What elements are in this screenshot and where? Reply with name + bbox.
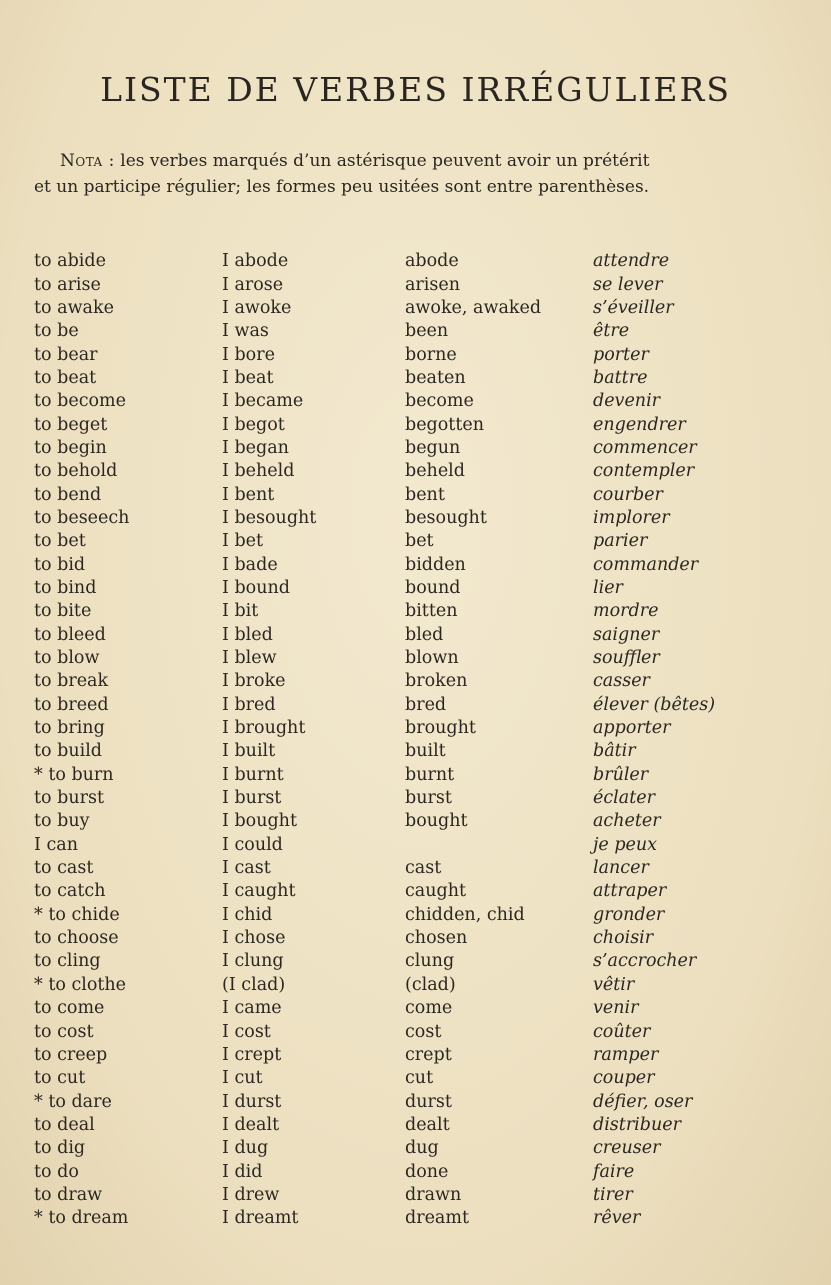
verb-infinitive: I can (34, 834, 78, 855)
verb-participle: been (405, 321, 449, 342)
verb-translation: gronder (593, 904, 665, 925)
verb-participle: bought (405, 811, 468, 832)
verb-infinitive: to deal (34, 1114, 95, 1135)
verb-infinitive: * to burn (34, 764, 114, 785)
verb-participle: cut (405, 1068, 434, 1089)
verb-translation: s’éveiller (593, 297, 674, 318)
verb-translation: je peux (593, 834, 658, 855)
verb-row (34, 273, 804, 296)
verb-preterite: I brought (222, 718, 306, 739)
verb-translation: vêtir (593, 974, 635, 995)
verb-participle: brought (405, 718, 476, 739)
verb-preterite: I bred (222, 694, 276, 715)
verb-translation: lancer (593, 858, 649, 879)
verb-translation: ramper (593, 1044, 659, 1065)
verb-translation: attraper (593, 881, 667, 902)
verb-participle: chidden, chid (405, 904, 525, 925)
verb-translation: casser (593, 671, 650, 692)
verb-row (34, 647, 804, 670)
verb-preterite: I chose (222, 928, 286, 949)
verb-preterite: I besought (222, 507, 317, 528)
verb-translation: souffler (593, 648, 660, 669)
verb-translation: lier (593, 577, 623, 598)
verb-row (34, 600, 804, 623)
verb-participle: cost (405, 1021, 442, 1042)
verb-infinitive: to bet (34, 531, 86, 552)
verb-participle: beaten (405, 367, 466, 388)
verb-preterite: I dealt (222, 1114, 280, 1135)
verb-translation: battre (593, 367, 648, 388)
verb-participle: drawn (405, 1184, 462, 1205)
verb-infinitive: to cling (34, 951, 101, 972)
verb-participle: built (405, 741, 446, 762)
verb-participle: (clad) (405, 974, 456, 995)
verb-participle: broken (405, 671, 468, 692)
verb-infinitive: to cast (34, 858, 94, 879)
verb-infinitive: to draw (34, 1184, 103, 1205)
verb-translation: devenir (593, 391, 661, 412)
verb-preterite: I became (222, 391, 304, 412)
verb-translation: attendre (593, 251, 670, 272)
verb-participle: begotten (405, 414, 484, 435)
verb-row (34, 1114, 804, 1137)
verb-infinitive: * to clothe (34, 974, 127, 995)
verb-preterite: I beheld (222, 461, 295, 482)
verb-participle: crept (405, 1044, 452, 1065)
verb-preterite: I chid (222, 904, 273, 925)
verb-participle (405, 834, 593, 857)
verb-row (34, 343, 804, 366)
verb-translation: porter (593, 344, 649, 365)
verb-translation: être (593, 321, 630, 342)
verb-preterite: I bit (222, 601, 259, 622)
verb-infinitive: to beget (34, 414, 108, 435)
verb-preterite: I built (222, 741, 276, 762)
verb-participle: durst (405, 1091, 452, 1112)
verb-preterite: I broke (222, 671, 286, 692)
verb-infinitive: to beseech (34, 507, 130, 528)
verb-infinitive: to blow (34, 648, 100, 669)
verb-infinitive: to abide (34, 251, 106, 272)
verb-infinitive: to behold (34, 461, 118, 482)
verb-infinitive: to burst (34, 788, 104, 809)
verb-translation: saigner (593, 624, 660, 645)
verb-preterite: I bound (222, 577, 290, 598)
nota-line-2: et un participe régulier; les formes peu usitées sont entre parenthèses. (34, 177, 650, 197)
verb-row (34, 1184, 804, 1207)
verb-translation: faire (593, 1161, 635, 1182)
verb-preterite: I bore (222, 344, 275, 365)
verb-preterite: I cut (222, 1068, 263, 1089)
verb-row (34, 927, 804, 950)
verb-translation: venir (593, 998, 639, 1019)
verb-infinitive: to buy (34, 811, 90, 832)
verb-row (34, 950, 804, 973)
verb-row (34, 390, 804, 413)
verb-preterite: I drew (222, 1184, 280, 1205)
verb-table-body (34, 250, 804, 1230)
verb-preterite: I could (222, 834, 283, 855)
verb-participle: beheld (405, 461, 465, 482)
nota-line-1 (34, 148, 794, 174)
verb-participle: blown (405, 648, 459, 669)
verb-preterite: I blew (222, 648, 277, 669)
verb-participle: bet (405, 531, 434, 552)
verb-row (34, 764, 804, 787)
verb-preterite: I bled (222, 624, 273, 645)
verb-row (34, 904, 804, 927)
verb-infinitive: * to dare (34, 1091, 112, 1112)
verb-participle: bred (405, 694, 447, 715)
verb-participle: bled (405, 624, 444, 645)
verb-row (34, 507, 804, 530)
verb-table (34, 250, 804, 1230)
verb-participle: dug (405, 1138, 439, 1159)
verb-participle: begun (405, 437, 461, 458)
verb-preterite: I cost (222, 1021, 271, 1042)
verb-translation: brûler (593, 764, 649, 785)
verb-participle: abode (405, 251, 459, 272)
verb-infinitive: to cost (34, 1021, 94, 1042)
verb-row (34, 1067, 804, 1090)
verb-translation: se lever (593, 274, 663, 295)
verb-participle: arisen (405, 274, 461, 295)
verb-infinitive: to begin (34, 437, 107, 458)
verb-preterite: I dreamt (222, 1208, 299, 1229)
verb-participle: dealt (405, 1114, 450, 1135)
verb-infinitive: to breed (34, 694, 109, 715)
verb-row (34, 834, 804, 857)
verb-preterite: I awoke (222, 297, 292, 318)
verb-participle: bent (405, 484, 445, 505)
verb-translation: mordre (593, 601, 659, 622)
verb-translation: choisir (593, 928, 654, 949)
verb-translation: implorer (593, 507, 670, 528)
verb-translation: élever (bêtes) (593, 694, 716, 715)
verb-infinitive: * to chide (34, 904, 120, 925)
verb-translation: coûter (593, 1021, 651, 1042)
verb-participle: borne (405, 344, 457, 365)
verb-participle: become (405, 391, 474, 412)
verb-translation: creuser (593, 1138, 661, 1159)
verb-preterite: I caught (222, 881, 296, 902)
verb-preterite: I dug (222, 1138, 269, 1159)
verb-translation: commander (593, 554, 699, 575)
verb-preterite: I cast (222, 858, 271, 879)
verb-row (34, 857, 804, 880)
verb-infinitive: to bite (34, 601, 92, 622)
verb-row (34, 694, 804, 717)
nota-lead: Nota : (60, 151, 115, 171)
verb-infinitive: to cut (34, 1068, 86, 1089)
verb-row (34, 1044, 804, 1067)
nota-paragraph (34, 148, 794, 200)
verb-row (34, 413, 804, 436)
verb-infinitive: to come (34, 998, 105, 1019)
verb-translation: défier, oser (593, 1091, 693, 1112)
verb-preterite: I bet (222, 531, 264, 552)
verb-participle: bitten (405, 601, 458, 622)
verb-infinitive: to awake (34, 297, 114, 318)
verb-preterite: I begot (222, 414, 285, 435)
verb-row (34, 483, 804, 506)
verb-participle: dreamt (405, 1208, 469, 1229)
verb-infinitive: to bid (34, 554, 86, 575)
verb-row (34, 670, 804, 693)
verb-preterite: I was (222, 321, 269, 342)
verb-row (34, 553, 804, 576)
verb-preterite: I crept (222, 1044, 282, 1065)
verb-preterite: (I clad) (222, 974, 286, 995)
verb-translation: distribuer (593, 1114, 681, 1135)
verb-row (34, 367, 804, 390)
verb-translation: contempler (593, 461, 695, 482)
verb-participle: done (405, 1161, 449, 1182)
verb-translation: acheter (593, 811, 661, 832)
verb-infinitive: to choose (34, 928, 119, 949)
verb-translation: couper (593, 1068, 655, 1089)
verb-preterite: I bent (222, 484, 275, 505)
verb-infinitive: to build (34, 741, 103, 762)
verb-preterite: I did (222, 1161, 263, 1182)
verb-row (34, 1090, 804, 1113)
verb-infinitive: to bind (34, 577, 97, 598)
verb-preterite: I durst (222, 1091, 282, 1112)
verb-participle: burnt (405, 764, 455, 785)
verb-preterite: I beat (222, 367, 274, 388)
verb-preterite: I arose (222, 274, 284, 295)
verb-preterite: I began (222, 437, 289, 458)
verb-translation: bâtir (593, 741, 636, 762)
verb-infinitive: to dig (34, 1138, 86, 1159)
verb-row (34, 787, 804, 810)
verb-participle: chosen (405, 928, 468, 949)
verb-participle: clung (405, 951, 455, 972)
verb-infinitive: * to dream (34, 1208, 129, 1229)
page-title: LISTE DE VERBES IRRÉGULIERS (100, 70, 731, 109)
verb-preterite: I burst (222, 788, 282, 809)
verb-row (34, 624, 804, 647)
verb-translation: engendrer (593, 414, 686, 435)
nota-text-1: les verbes marqués d’un astérisque peuvent avoir un prétérit (114, 151, 650, 171)
verb-infinitive: to bear (34, 344, 98, 365)
verb-participle: caught (405, 881, 467, 902)
verb-participle: awoke, awaked (405, 297, 542, 318)
verb-translation: rêver (593, 1208, 641, 1229)
verb-translation: apporter (593, 718, 671, 739)
verb-participle: come (405, 998, 453, 1019)
verb-infinitive: to catch (34, 881, 106, 902)
verb-row (34, 320, 804, 343)
verb-infinitive: to bleed (34, 624, 106, 645)
verb-row (34, 880, 804, 903)
verb-row (34, 437, 804, 460)
verb-translation: s’accrocher (593, 951, 697, 972)
verb-row (34, 740, 804, 763)
verb-infinitive: to break (34, 671, 109, 692)
verb-preterite: I burnt (222, 764, 284, 785)
verb-row (34, 1207, 804, 1230)
verb-row (34, 577, 804, 600)
verb-infinitive: to arise (34, 274, 101, 295)
verb-row (34, 1160, 804, 1183)
verb-translation: parier (593, 531, 648, 552)
verb-participle: cast (405, 858, 442, 879)
verb-translation: éclater (593, 788, 655, 809)
verb-translation: courber (593, 484, 663, 505)
verb-participle: bidden (405, 554, 466, 575)
verb-infinitive: to bring (34, 718, 105, 739)
verb-row (34, 717, 804, 740)
verb-row (34, 1020, 804, 1043)
verb-row (34, 530, 804, 553)
verb-row (34, 250, 804, 273)
verb-preterite: I clung (222, 951, 284, 972)
verb-row (34, 1137, 804, 1160)
verb-row (34, 810, 804, 833)
verb-preterite: I bade (222, 554, 278, 575)
verb-participle: burst (405, 788, 452, 809)
verb-row (34, 460, 804, 483)
verb-infinitive: to creep (34, 1044, 108, 1065)
verb-infinitive: to bend (34, 484, 102, 505)
verb-participle: besought (405, 507, 487, 528)
verb-participle: bound (405, 577, 461, 598)
verb-infinitive: to beat (34, 367, 97, 388)
verb-infinitive: to become (34, 391, 126, 412)
verb-row (34, 297, 804, 320)
verb-infinitive: to be (34, 321, 79, 342)
verb-preterite: I abode (222, 251, 289, 272)
verb-preterite: I bought (222, 811, 297, 832)
verb-translation: commencer (593, 437, 697, 458)
verb-row (34, 997, 804, 1020)
verb-preterite: I came (222, 998, 282, 1019)
verb-infinitive: to do (34, 1161, 79, 1182)
verb-translation: tirer (593, 1184, 633, 1205)
verb-row (34, 974, 804, 997)
